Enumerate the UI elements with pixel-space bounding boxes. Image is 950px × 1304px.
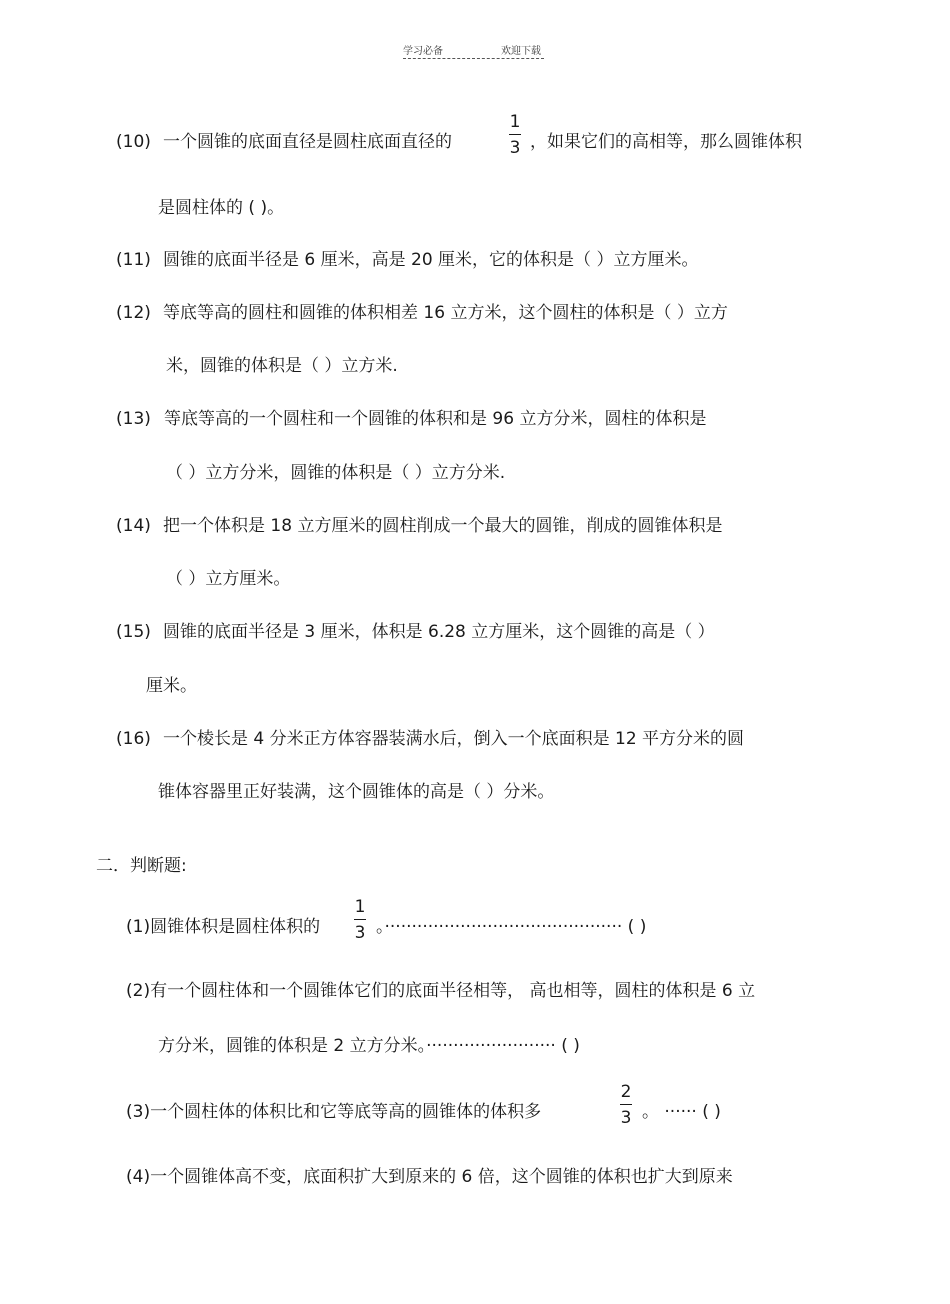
question-text: ，如果它们的高相等，那么圆锥体积 (530, 132, 802, 152)
section-title: 二．判断题: (96, 856, 187, 876)
question-text: 把一个体积是 18 立方厘米的圆柱削成一个最大的圆锥，削成的圆锥体积是 (163, 516, 723, 536)
judgement-text: (3)一个圆柱体的体积比和它等底等高的圆锥体的体积多 (126, 1102, 542, 1122)
judgement-text: 。 ······ ( ) (642, 1102, 721, 1122)
fraction-bar (354, 919, 366, 920)
question-text-cont: 厘米。 (146, 676, 197, 696)
fraction (507, 112, 523, 158)
fraction-bar (509, 134, 521, 135)
question-text-cont: 米，圆锥的体积是（ ）立方米. (166, 356, 398, 376)
fraction (618, 1082, 634, 1128)
fraction (352, 897, 368, 943)
question-text: 一个圆锥的底面直径是圆柱底面直径的 (163, 132, 452, 152)
question-text-cont: 锥体容器里正好装满，这个圆锥体的高是（ ）分米。 (158, 782, 555, 802)
fraction-denominator: 3 (620, 1108, 632, 1128)
judgement-text: (2)有一个圆柱体和一个圆锥体它们的底面半径相等， 高也相等，圆柱的体积是 6 立 (126, 981, 756, 1001)
judgement-text: (4)一个圆锥体高不变，底面积扩大到原来的 6 倍，这个圆锥的体积也扩大到原来 (126, 1167, 733, 1187)
fraction-numerator: 2 (620, 1082, 632, 1102)
question-number: (10) (116, 132, 151, 152)
judgement-text: (1)圆锥体积是圆柱体积的 (126, 917, 321, 937)
fraction-numerator: 1 (354, 897, 366, 917)
fraction-denominator: 3 (354, 923, 366, 943)
judgement-text-cont: 方分米，圆锥的体积是 2 立方分米。························ ( ) (158, 1036, 580, 1056)
question-text: 圆锥的底面半径是 3 厘米，体积是 6.28 立方厘米，这个圆锥的高是（ ） (163, 622, 715, 642)
question-text: 一个棱长是 4 分米正方体容器装满水后，倒入一个底面积是 12 平方分米的圆 (163, 729, 745, 749)
question-text: 等底等高的一个圆柱和一个圆锥的体积和是 96 立方分米，圆柱的体积是 (164, 409, 707, 429)
question-text-cont: （ ）立方厘米。 (166, 569, 291, 589)
question-text: 圆锥的底面半径是 6 厘米，高是 20 厘米，它的体积是（ ）立方厘米。 (163, 250, 699, 270)
question-number: (16) (116, 729, 151, 749)
question-text: 等底等高的圆柱和圆锥的体积相差 16 立方米，这个圆柱的体积是（ ）立方 (163, 303, 728, 323)
question-number: (15) (116, 622, 151, 642)
question-text-cont: （ ）立方分米，圆锥的体积是（ ）立方分米. (166, 463, 506, 483)
question-number: (11) (116, 250, 151, 270)
question-number: (14) (116, 516, 151, 536)
question-number: (12) (116, 303, 151, 323)
header-divider (403, 58, 544, 59)
fraction-denominator: 3 (509, 138, 521, 158)
question-number: (13) (116, 409, 151, 429)
header-right-text: 欢迎下载 (501, 46, 541, 57)
header-left-text: 学习必备 (403, 46, 443, 57)
judgement-text: 。············································ ( ) (376, 917, 647, 937)
fraction-numerator: 1 (509, 112, 521, 132)
question-text-cont: 是圆柱体的 ( )。 (158, 198, 285, 218)
fraction-bar (620, 1104, 632, 1105)
